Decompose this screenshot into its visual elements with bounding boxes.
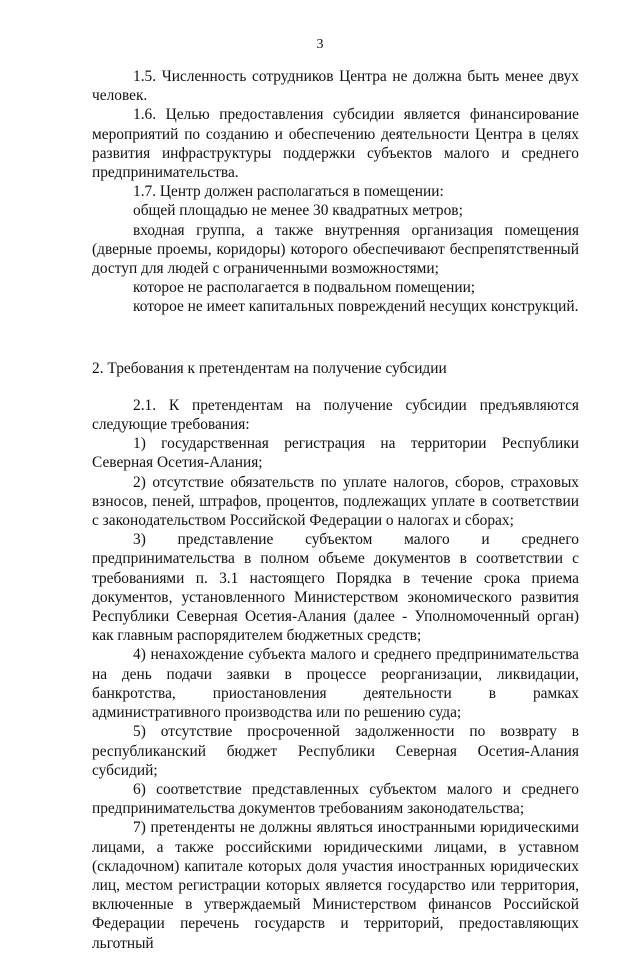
paragraph-damage: которое не имеет капитальных повреждений несущих конструкций. [133, 298, 579, 316]
paragraph-1-7: 1.7. Центр должен располагаться в помещении: [133, 183, 444, 201]
requirement-2: 2) отсутствие обязательств по уплате налогов, сборов, страховых взносов, пеней, штрафов, процентов, подлежащих уплате в соответствии с законодательством Российской Федерации о налогах и сборах; [92, 473, 579, 530]
paragraph-basement: которое не располагается в подвальном помещении; [133, 279, 476, 297]
requirement-1: 1) государственная регистрация на территории Республики Северная Осетия-Алания; [92, 435, 579, 472]
paragraph-1-5: 1.5. Численность сотрудников Центра не должна быть менее двух человек. [92, 68, 579, 105]
section-heading: 2. Требования к претендентам на получение субсидии [92, 359, 447, 377]
requirement-4: 4) ненахождение субъекта малого и среднего предпринимательства на день подачи заявки в процессе реорганизации, ликвидации, банкротства, приостановления деятельности в рамках административного производства или по решению суда; [92, 646, 579, 722]
paragraph-entrance: входная группа, а также внутренняя организация помещения (дверные проемы, коридоры) которого обеспечивают беспрепятственный доступ для людей с ограниченными возможностями; [92, 221, 579, 278]
requirement-5: 5) отсутствие просроченной задолженности по возврату в республиканский бюджет Республики Северная Осетия-Алания субсидий; [92, 723, 579, 779]
document-body [92, 67, 579, 953]
requirement-7: 7) претенденты не должны являться иностранными юридическими лицами, а также российскими юридическими лицами, в уставном (складочном) капитале которых доля участия иностранных юридических лиц, местом регистрации которых является государство или территория, включенные в утверждаемый Министерством финансов Российской Федерации перечень государств и территорий, предоставляющих льготный [92, 819, 579, 952]
requirement-6: 6) соответствие представленных субъектом малого и среднего предпринимательства документов требованиям законодательства; [92, 780, 579, 818]
paragraph-area: общей площадью не менее 30 квадратных метров; [133, 202, 463, 220]
requirement-3: 3) представление субъектом малого и среднего предпринимательства в полном объеме документов в соответствии с требованиями п. 3.1 настоящего Порядка в течение срока приема документов, установленного Министерством экономического развития Республики Северная Осетия-Алания (далее - Уполномоченный орган) как главным распорядителем бюджетных средств; [92, 531, 579, 645]
paragraph-2-1: 2.1. К претендентам на получение субсидии предъявляются следующие требования: [92, 396, 579, 434]
paragraph-1-6: 1.6. Целью предоставления субсидии является финансирование мероприятий по созданию и обеспечению деятельности Центра в целях развития инфраструктуры поддержки субъектов малого и среднего предпринимательства. [92, 106, 579, 182]
page-number: 3 [316, 37, 324, 52]
